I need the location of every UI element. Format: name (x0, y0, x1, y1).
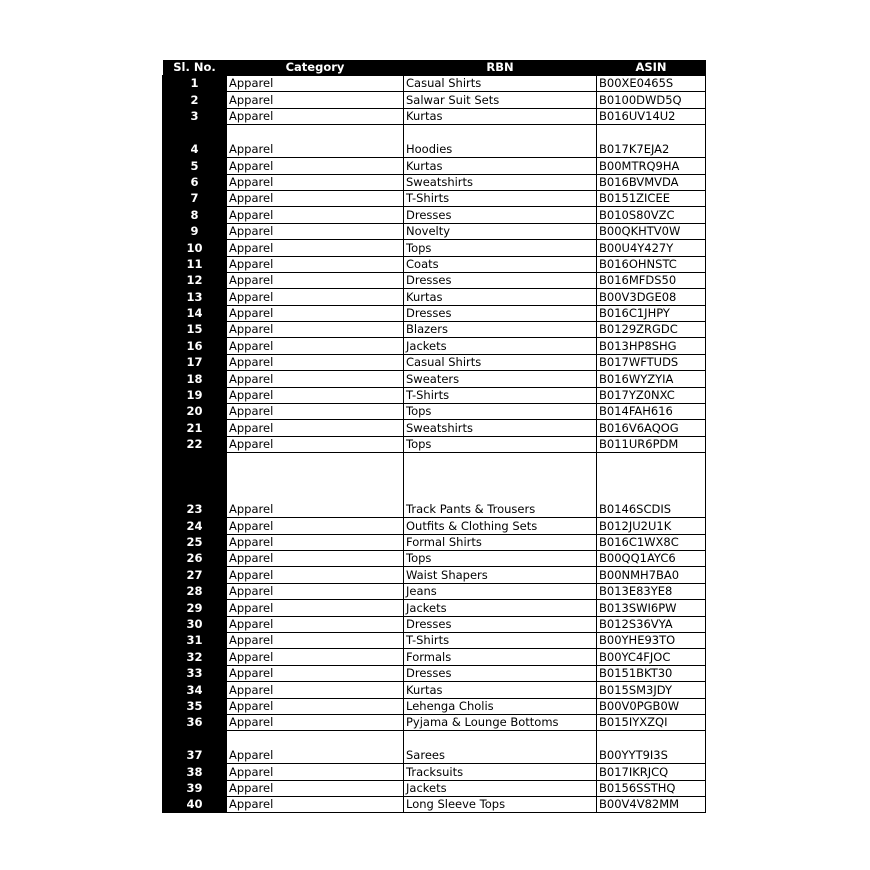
cell-asin: B015IYXZQI (597, 714, 706, 730)
cell-sl-no: 32 (163, 649, 227, 665)
table-row (163, 567, 706, 583)
cell-sl-no: 19 (163, 387, 227, 403)
table-row (163, 649, 706, 665)
cell-sl-no: 40 (163, 797, 227, 813)
table-row (163, 76, 706, 92)
cell-rbn: Dresses (404, 272, 597, 288)
table-row (163, 550, 706, 566)
cell-asin: B013E83YE8 (597, 583, 706, 599)
cell-asin: B017WFTUDS (597, 354, 706, 370)
cell-category: Apparel (227, 338, 404, 354)
cell-category: Apparel (227, 600, 404, 616)
cell-asin: B016MFDS50 (597, 272, 706, 288)
cell-rbn: Tops (404, 404, 597, 420)
cell-rbn: Tracksuits (404, 764, 597, 780)
cell-category: Apparel (227, 649, 404, 665)
cell-rbn: Sweatshirts (404, 174, 597, 190)
cell-rbn: Pyjama & Lounge Bottoms (404, 714, 597, 730)
cell-category: Apparel (227, 240, 404, 256)
cell-sl-no: 31 (163, 632, 227, 648)
cell-asin: B016OHNSTC (597, 256, 706, 272)
cell-category: Apparel (227, 534, 404, 550)
cell-rbn: Kurtas (404, 289, 597, 305)
table-row (163, 665, 706, 681)
table-row (163, 764, 706, 780)
table-row (163, 780, 706, 796)
cell-rbn: Tops (404, 436, 597, 452)
cell-category: Apparel (227, 797, 404, 813)
cell-rbn: Outfits & Clothing Sets (404, 518, 597, 534)
cell-category: Apparel (227, 256, 404, 272)
cell-sl-no: 10 (163, 240, 227, 256)
cell-category: Apparel (227, 223, 404, 239)
cell-category: Apparel (227, 404, 404, 420)
table-row (163, 338, 706, 354)
cell-asin: B010S80VZC (597, 207, 706, 223)
cell-category: Apparel (227, 322, 404, 338)
cell-sl-no: 20 (163, 404, 227, 420)
cell-rbn: Coats (404, 256, 597, 272)
cell-category: Apparel (227, 682, 404, 698)
cell-rbn: Casual Shirts (404, 354, 597, 370)
cell-rbn: Tops (404, 550, 597, 566)
cell-sl-no: 29 (163, 600, 227, 616)
cell-rbn: Kurtas (404, 158, 597, 174)
table-row (163, 797, 706, 813)
table-row (163, 731, 706, 764)
cell-sl-no: 25 (163, 534, 227, 550)
cell-asin: B0129ZRGDC (597, 322, 706, 338)
table-row (163, 616, 706, 632)
cell-rbn: Lehenga Cholis (404, 698, 597, 714)
cell-asin: B016C1WX8C (597, 534, 706, 550)
cell-rbn: Dresses (404, 305, 597, 321)
cell-asin: B00V3DGE08 (597, 289, 706, 305)
table-row (163, 158, 706, 174)
table-row (163, 174, 706, 190)
cell-asin: B014FAH616 (597, 404, 706, 420)
cell-category: Apparel (227, 698, 404, 714)
cell-category: Apparel (227, 158, 404, 174)
cell-rbn: T-Shirts (404, 387, 597, 403)
cell-rbn: T-Shirts (404, 190, 597, 206)
table-row (163, 305, 706, 321)
table-row (163, 207, 706, 223)
cell-category: Apparel (227, 305, 404, 321)
table-row (163, 371, 706, 387)
cell-category: Apparel (227, 616, 404, 632)
cell-sl-no: 39 (163, 780, 227, 796)
cell-sl-no: 13 (163, 289, 227, 305)
cell-sl-no: 6 (163, 174, 227, 190)
cell-sl-no: 5 (163, 158, 227, 174)
table-row (163, 223, 706, 239)
table-row (163, 518, 706, 534)
cell-asin: B00XE0465S (597, 76, 706, 92)
table-row (163, 240, 706, 256)
cell-category: Apparel (227, 92, 404, 108)
cell-rbn: Blazers (404, 322, 597, 338)
table-row (163, 682, 706, 698)
cell-category: Apparel (227, 289, 404, 305)
cell-category: Apparel (227, 764, 404, 780)
cell-asin: B016UV14U2 (597, 108, 706, 124)
cell-category: Apparel (227, 387, 404, 403)
cell-asin: B016WYZYIA (597, 371, 706, 387)
cell-asin: B016V6AQOG (597, 420, 706, 436)
table-row (163, 354, 706, 370)
cell-category: Apparel (227, 420, 404, 436)
cell-asin: B00V0PGB0W (597, 698, 706, 714)
cell-sl-no: 1 (163, 76, 227, 92)
cell-category: Apparel (227, 174, 404, 190)
cell-rbn: Kurtas (404, 108, 597, 124)
cell-sl-no: 28 (163, 583, 227, 599)
cell-rbn: Sarees (404, 731, 597, 764)
table-row (163, 534, 706, 550)
cell-sl-no: 21 (163, 420, 227, 436)
cell-asin: B011UR6PDM (597, 436, 706, 452)
cell-sl-no: 17 (163, 354, 227, 370)
cell-sl-no: 8 (163, 207, 227, 223)
cell-category: Apparel (227, 272, 404, 288)
cell-asin: B017YZ0NXC (597, 387, 706, 403)
cell-rbn: Kurtas (404, 682, 597, 698)
cell-asin: B013HP8SHG (597, 338, 706, 354)
table-row (163, 256, 706, 272)
cell-category: Apparel (227, 632, 404, 648)
cell-sl-no: 30 (163, 616, 227, 632)
table-row (163, 714, 706, 730)
cell-rbn: Sweatshirts (404, 420, 597, 436)
cell-asin: B0156SSTHQ (597, 780, 706, 796)
cell-rbn: Jackets (404, 780, 597, 796)
cell-category: Apparel (227, 453, 404, 518)
header-sl-no: Sl. No. (163, 60, 227, 76)
cell-sl-no: 24 (163, 518, 227, 534)
cell-rbn: Jackets (404, 600, 597, 616)
table-row (163, 453, 706, 518)
cell-rbn: Dresses (404, 207, 597, 223)
cell-sl-no: 2 (163, 92, 227, 108)
cell-asin: B016BVMVDA (597, 174, 706, 190)
table-row (163, 289, 706, 305)
cell-asin: B00YHE93TO (597, 632, 706, 648)
cell-sl-no: 14 (163, 305, 227, 321)
cell-asin: B00U4Y427Y (597, 240, 706, 256)
table-row (163, 190, 706, 206)
cell-rbn: Novelty (404, 223, 597, 239)
cell-asin: B0151BKT30 (597, 665, 706, 681)
cell-category: Apparel (227, 731, 404, 764)
asin-table (162, 60, 706, 813)
cell-sl-no: 3 (163, 108, 227, 124)
cell-asin: B00YYT9I3S (597, 731, 706, 764)
cell-sl-no: 9 (163, 223, 227, 239)
cell-asin: B00MTRQ9HA (597, 158, 706, 174)
cell-sl-no: 7 (163, 190, 227, 206)
cell-sl-no: 27 (163, 567, 227, 583)
cell-rbn: Casual Shirts (404, 76, 597, 92)
cell-sl-no: 36 (163, 714, 227, 730)
cell-sl-no: 34 (163, 682, 227, 698)
cell-asin: B00YC4FJOC (597, 649, 706, 665)
cell-category: Apparel (227, 76, 404, 92)
cell-asin: B012S36VYA (597, 616, 706, 632)
table-row (163, 583, 706, 599)
cell-category: Apparel (227, 108, 404, 124)
cell-sl-no: 15 (163, 322, 227, 338)
table-row (163, 322, 706, 338)
header-category: Category (227, 60, 404, 76)
cell-rbn: Track Pants & Trousers (404, 453, 597, 518)
cell-sl-no: 18 (163, 371, 227, 387)
cell-rbn: Salwar Suit Sets (404, 92, 597, 108)
cell-category: Apparel (227, 583, 404, 599)
header-asin: ASIN (597, 60, 706, 76)
table-row (163, 125, 706, 158)
cell-asin: B015SM3JDY (597, 682, 706, 698)
cell-asin: B0151ZICEE (597, 190, 706, 206)
cell-category: Apparel (227, 354, 404, 370)
cell-category: Apparel (227, 714, 404, 730)
cell-category: Apparel (227, 665, 404, 681)
cell-asin: B00QQ1AYC6 (597, 550, 706, 566)
cell-sl-no: 33 (163, 665, 227, 681)
cell-asin: B016C1JHPY (597, 305, 706, 321)
cell-rbn: Jeans (404, 583, 597, 599)
cell-sl-no: 23 (163, 453, 227, 518)
table-row (163, 436, 706, 452)
cell-sl-no: 26 (163, 550, 227, 566)
cell-asin: B0146SCDIS (597, 453, 706, 518)
cell-category: Apparel (227, 567, 404, 583)
table-row (163, 108, 706, 124)
cell-rbn: T-Shirts (404, 632, 597, 648)
cell-sl-no: 16 (163, 338, 227, 354)
cell-category: Apparel (227, 371, 404, 387)
cell-rbn: Formals (404, 649, 597, 665)
cell-sl-no: 22 (163, 436, 227, 452)
cell-sl-no: 37 (163, 731, 227, 764)
table-row (163, 698, 706, 714)
cell-rbn: Formal Shirts (404, 534, 597, 550)
cell-category: Apparel (227, 125, 404, 158)
cell-rbn: Jackets (404, 338, 597, 354)
cell-category: Apparel (227, 780, 404, 796)
cell-asin: B013SWI6PW (597, 600, 706, 616)
cell-sl-no: 4 (163, 125, 227, 158)
cell-rbn: Sweaters (404, 371, 597, 387)
cell-category: Apparel (227, 518, 404, 534)
cell-rbn: Tops (404, 240, 597, 256)
header-rbn: RBN (404, 60, 597, 76)
cell-category: Apparel (227, 436, 404, 452)
cell-category: Apparel (227, 207, 404, 223)
cell-sl-no: 35 (163, 698, 227, 714)
cell-category: Apparel (227, 550, 404, 566)
cell-category: Apparel (227, 190, 404, 206)
cell-rbn: Hoodies (404, 125, 597, 158)
cell-rbn: Dresses (404, 616, 597, 632)
header-row (163, 60, 706, 76)
table-row (163, 387, 706, 403)
cell-rbn: Waist Shapers (404, 567, 597, 583)
cell-sl-no: 38 (163, 764, 227, 780)
cell-asin: B012JU2U1K (597, 518, 706, 534)
cell-asin: B017IKRJCQ (597, 764, 706, 780)
cell-asin: B00NMH7BA0 (597, 567, 706, 583)
table-row (163, 420, 706, 436)
cell-sl-no: 12 (163, 272, 227, 288)
cell-asin: B017K7EJA2 (597, 125, 706, 158)
cell-rbn: Long Sleeve Tops (404, 797, 597, 813)
cell-sl-no: 11 (163, 256, 227, 272)
cell-asin: B00QKHTV0W (597, 223, 706, 239)
table-row (163, 272, 706, 288)
table-row (163, 92, 706, 108)
table-row (163, 600, 706, 616)
table-row (163, 632, 706, 648)
cell-asin: B0100DWD5Q (597, 92, 706, 108)
cell-rbn: Dresses (404, 665, 597, 681)
cell-asin: B00V4V82MM (597, 797, 706, 813)
table-row (163, 404, 706, 420)
